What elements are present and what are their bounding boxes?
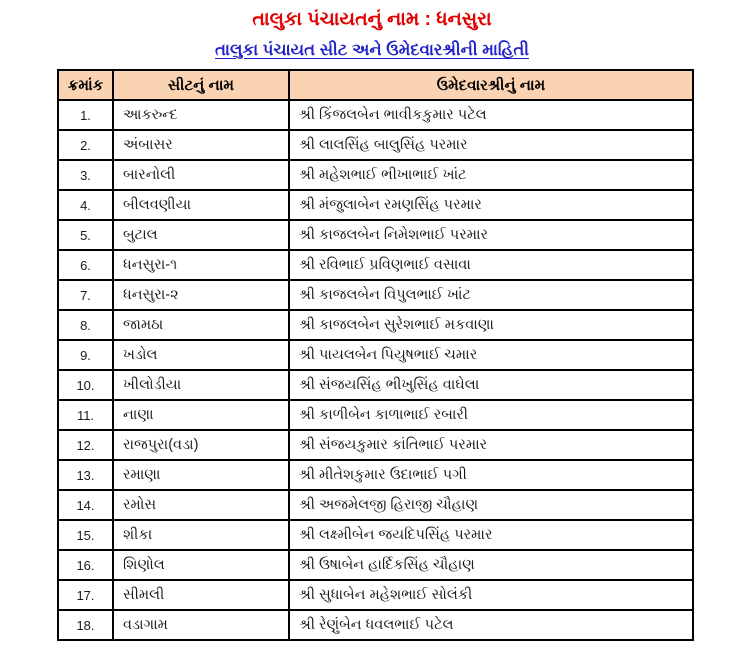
cell-seat-name: રમાણા <box>113 460 289 490</box>
table-body <box>58 100 693 640</box>
table-row <box>58 310 693 340</box>
cell-candidate-name: શ્રી રવિભાઈ પ્રવિણભાઈ વસાવા <box>289 250 693 280</box>
table-row <box>58 520 693 550</box>
table-row <box>58 550 693 580</box>
cell-candidate-name: શ્રી પાયલબેન પિયુષભાઈ ચમાર <box>289 340 693 370</box>
page-subtitle: તાલુકા પંચાયત સીટ અને ઉમેદવારશ્રીની માહિતી <box>214 41 530 59</box>
cell-serial-number: 5. <box>58 220 113 250</box>
table-row <box>58 400 693 430</box>
table-row <box>58 610 693 640</box>
seat-candidate-table <box>57 69 694 641</box>
cell-seat-name: ધનસુરા-૨ <box>113 280 289 310</box>
page-title: તાલુકા પંચાયતનું નામ : ધનસુરા <box>252 9 492 30</box>
header-serial-number: ક્રમાંક <box>58 70 113 100</box>
table-row <box>58 250 693 280</box>
cell-candidate-name: શ્રી લક્ષ્મીબેન જયદિપસિંહ પરમાર <box>289 520 693 550</box>
cell-candidate-name: શ્રી અજમેલજી હિરાજી ચૌહાણ <box>289 490 693 520</box>
cell-seat-name: ધનસુરા-૧ <box>113 250 289 280</box>
cell-candidate-name: શ્રી ઉષાબેન હાર્દિકસિંહ ચૌહાણ <box>289 550 693 580</box>
cell-seat-name: ખીલોડીયા <box>113 370 289 400</box>
cell-seat-name: રમોસ <box>113 490 289 520</box>
cell-serial-number: 13. <box>58 460 113 490</box>
cell-seat-name: ખડોલ <box>113 340 289 370</box>
cell-candidate-name: શ્રી કાજલબેન નિમેશભાઈ પરમાર <box>289 220 693 250</box>
table-row <box>58 130 693 160</box>
cell-seat-name: વડાગામ <box>113 610 289 640</box>
table-row <box>58 280 693 310</box>
cell-candidate-name: શ્રી લાલસિંહ બાલુસિંહ પરમાર <box>289 130 693 160</box>
cell-candidate-name: શ્રી સુધાબેન મહેશભાઈ સોલંકી <box>289 580 693 610</box>
cell-seat-name: બારનોલી <box>113 160 289 190</box>
table-row <box>58 430 693 460</box>
cell-seat-name: નાણા <box>113 400 289 430</box>
cell-seat-name: જામઠા <box>113 310 289 340</box>
cell-candidate-name: શ્રી કાજલબેન વિપુલભાઈ ખાંટ <box>289 280 693 310</box>
cell-candidate-name: શ્રી કાજલબેન સુરેશભાઈ મકવાણા <box>289 310 693 340</box>
cell-serial-number: 11. <box>58 400 113 430</box>
cell-serial-number: 4. <box>58 190 113 220</box>
table-header-row <box>58 70 693 100</box>
cell-serial-number: 15. <box>58 520 113 550</box>
cell-candidate-name: શ્રી મીતેશકુમાર ઉદાભાઈ પગી <box>289 460 693 490</box>
table-row <box>58 460 693 490</box>
cell-serial-number: 17. <box>58 580 113 610</box>
cell-seat-name: શિણોલ <box>113 550 289 580</box>
table-row <box>58 220 693 250</box>
table-row <box>58 100 693 130</box>
cell-seat-name: સીમલી <box>113 580 289 610</box>
cell-serial-number: 16. <box>58 550 113 580</box>
cell-serial-number: 1. <box>58 100 113 130</box>
cell-serial-number: 12. <box>58 430 113 460</box>
table-row <box>58 490 693 520</box>
cell-serial-number: 10. <box>58 370 113 400</box>
cell-candidate-name: શ્રી સંજયકુમાર કાંતિભાઈ પરમાર <box>289 430 693 460</box>
cell-candidate-name: શ્રી રેણુંબેન ધવલભાઈ પટેલ <box>289 610 693 640</box>
cell-seat-name: શીકા <box>113 520 289 550</box>
cell-serial-number: 8. <box>58 310 113 340</box>
table-row <box>58 190 693 220</box>
cell-seat-name: બુટાલ <box>113 220 289 250</box>
cell-serial-number: 9. <box>58 340 113 370</box>
cell-candidate-name: શ્રી કિંજલબેન ભાવીકકુમાર પટેલ <box>289 100 693 130</box>
table-row <box>58 580 693 610</box>
table-row <box>58 370 693 400</box>
cell-seat-name: બીલવણીયા <box>113 190 289 220</box>
header-seat-name: સીટનું નામ <box>113 70 289 100</box>
cell-seat-name: રાજપુરા(વડા) <box>113 430 289 460</box>
table-row <box>58 160 693 190</box>
cell-candidate-name: શ્રી કાળીબેન કાળાભાઈ રબારી <box>289 400 693 430</box>
table-row <box>58 340 693 370</box>
cell-serial-number: 14. <box>58 490 113 520</box>
cell-candidate-name: શ્રી મંજુલાબેન રમણસિંહ પરમાર <box>289 190 693 220</box>
cell-candidate-name: શ્રી સંજયસિંહ ભીખુસિંહ વાઘેલા <box>289 370 693 400</box>
cell-serial-number: 18. <box>58 610 113 640</box>
cell-candidate-name: શ્રી મહેશભાઈ ભીખાભાઈ ખાંટ <box>289 160 693 190</box>
cell-serial-number: 3. <box>58 160 113 190</box>
cell-serial-number: 6. <box>58 250 113 280</box>
cell-serial-number: 7. <box>58 280 113 310</box>
cell-seat-name: અંબાસર <box>113 130 289 160</box>
header-candidate-name: ઉમેદવારશ્રીનું નામ <box>289 70 693 100</box>
cell-seat-name: આકરુન્દ <box>113 100 289 130</box>
cell-serial-number: 2. <box>58 130 113 160</box>
